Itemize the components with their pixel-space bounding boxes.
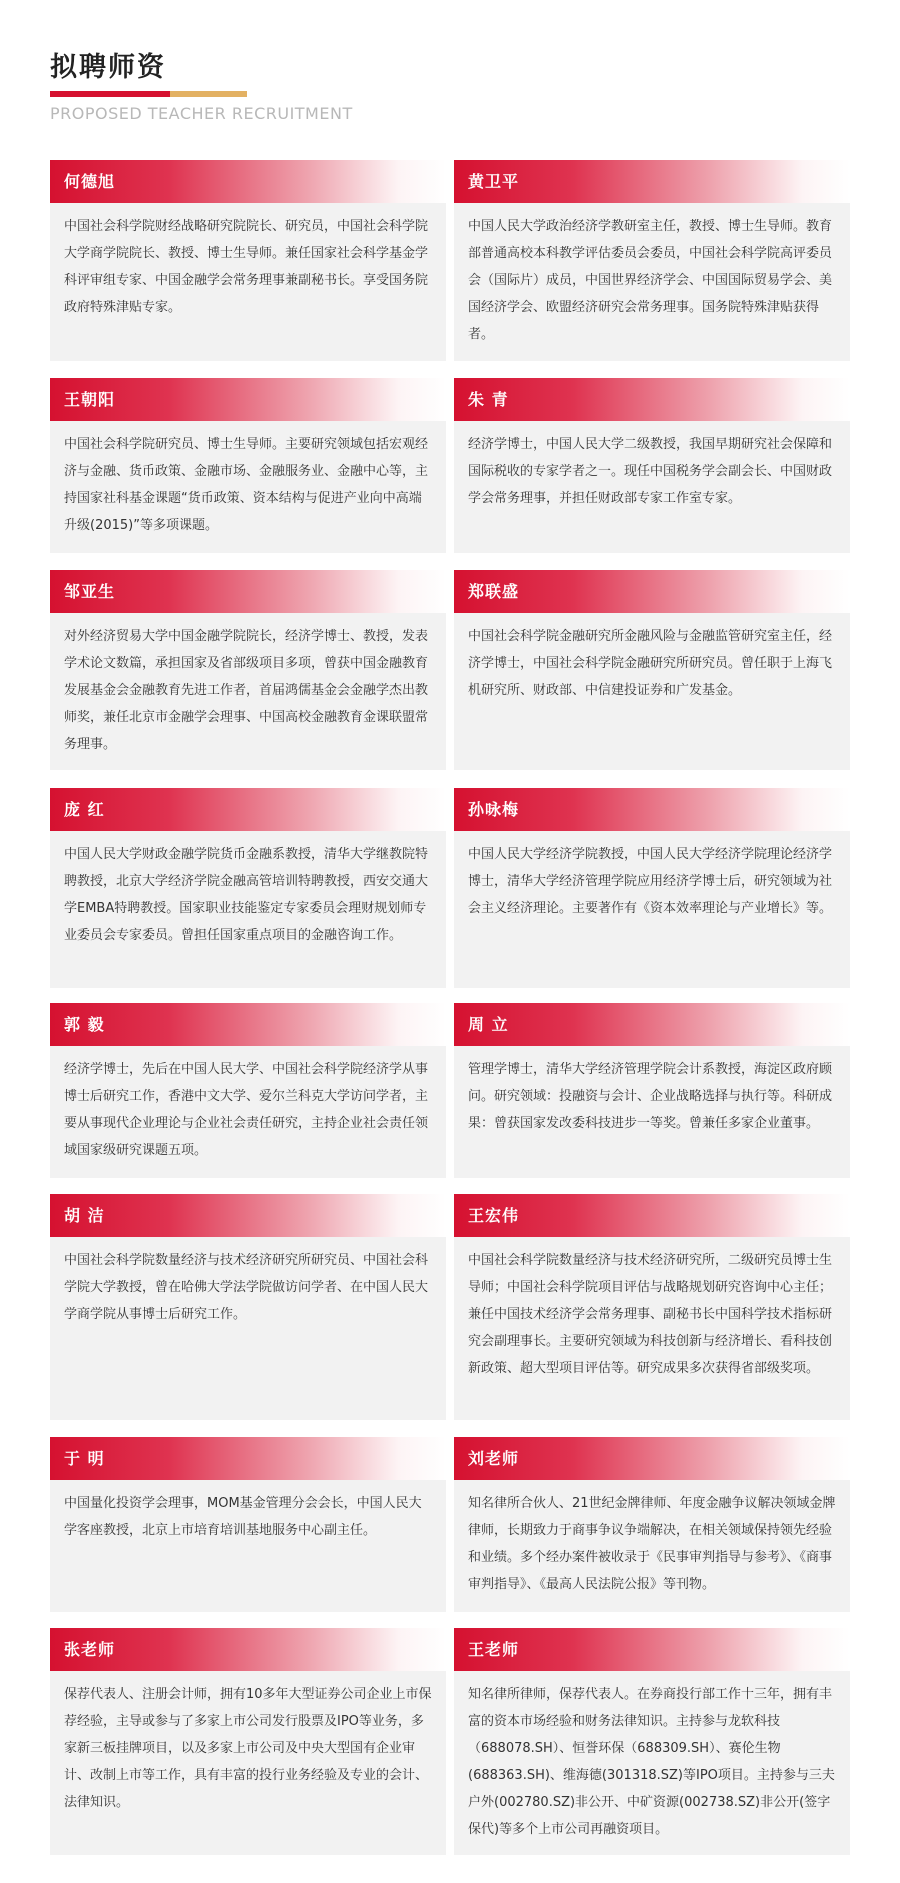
teacher-bio: 中国社会科学院财经战略研究院院长、研究员，中国社会科学院大学商学院院长、教授、博士生导师。兼任国家社会科学基金学科评审组专家、中国金融学会常务理事兼副秘书长。享受国务院政府特殊津贴专家。: [64, 219, 429, 315]
title-underline-gold: [170, 91, 247, 97]
teacher-bio: 中国人民大学政治经济学教研室主任，教授、博士生导师。教育部普通高校本科教学评估委员会委员，中国社会科学院高评委员会（国际片）成员，中国世界经济学会、中国国际贸易学会、美国经济学会、欧盟经济研究会常务理事。国务院特殊津贴获得者。: [468, 219, 833, 342]
teacher-card: [50, 1437, 446, 1612]
teacher-bio: 中国社会科学院金融研究所金融风险与金融监管研究室主任，经济学博士，中国社会科学院金融研究所研究员。曾任职于上海飞机研究所、财政部、中信建投证券和广发基金。: [468, 629, 833, 698]
teacher-bio: 经济学博士，先后在中国人民大学、中国社会科学院经济学从事博士后研究工作，香港中文大学、爱尔兰科克大学访问学者，主要从事现代企业理论与企业社会责任研究，主持企业社会责任领域国家级研究课题五项。: [64, 1062, 429, 1158]
teacher-card: [454, 1628, 850, 1855]
teacher-card: [454, 1437, 850, 1612]
teacher-name: 张老师: [50, 1628, 446, 1671]
teacher-card: [454, 378, 850, 553]
teacher-card: [50, 1628, 446, 1855]
teacher-name: 刘老师: [454, 1437, 850, 1480]
teacher-name: 庞 红: [50, 788, 446, 831]
teacher-bio: 知名律所律师，保荐代表人。在券商投行部工作十三年，拥有丰富的资本市场经验和财务法律知识。主持参与龙软科技（688078.SH）、恒誉环保（688309.SH）、赛伦生物(688363.SH)、维海德(301318.SZ)等IPO项目。主持参与三夫户外(002780.SZ)非公开、中矿资源(002738.SZ)非公开(签字保代)等多个上市公司再融资项目。: [468, 1687, 835, 1837]
page-title: 拟聘师资: [50, 52, 166, 83]
page-header: [50, 48, 850, 123]
teacher-name: 王老师: [454, 1628, 850, 1671]
teacher-card: [454, 570, 850, 770]
teacher-bio: 管理学博士，清华大学经济管理学院会计系教授，海淀区政府顾问。研究领域：投融资与会计、企业战略选择与执行等。科研成果：曾获国家发改委科技进步一等奖。曾兼任多家企业董事。: [468, 1062, 833, 1131]
teacher-card: [50, 1194, 446, 1420]
teacher-card: [454, 160, 850, 361]
teacher-name: 于 明: [50, 1437, 446, 1480]
title-underline: [50, 91, 247, 97]
teacher-name: 黄卫平: [454, 160, 850, 203]
teacher-card: [454, 788, 850, 988]
teacher-bio: 中国人民大学财政金融学院货币金融系教授，清华大学继教院特聘教授，北京大学经济学院金融高管培训特聘教授，西安交通大学EMBA特聘教授。国家职业技能鉴定专家委员会理财规划师专业委员会专家委员。曾担任国家重点项目的金融咨询工作。: [64, 847, 429, 943]
teacher-card: [50, 788, 446, 988]
teacher-card: [50, 378, 446, 553]
teacher-card: [50, 160, 446, 361]
teacher-name: 周 立: [454, 1003, 850, 1046]
teacher-bio: 保荐代表人、注册会计师，拥有10多年大型证券公司企业上市保荐经验，主导或参与了多家上市公司发行股票及IPO等业务，多家新三板挂牌项目，以及多家上市公司及中央大型国有企业审计、改制上市等工作，具有丰富的投行业务经验及专业的会计、法律知识。: [64, 1687, 432, 1810]
teacher-card: [454, 1003, 850, 1178]
teacher-bio: 中国量化投资学会理事，MOM基金管理分会会长，中国人民大学客座教授，北京上市培育培训基地服务中心副主任。: [64, 1496, 422, 1538]
teacher-name: 郑联盛: [454, 570, 850, 613]
teacher-bio: 知名律所合伙人、21世纪金牌律师、年度金融争议解决领域金牌律师，长期致力于商事争议争端解决，在相关领域保持领先经验和业绩。多个经办案件被收录于《民事审判指导与参考》、《商事审判指导》、《最高人民法院公报》等刊物。: [468, 1496, 836, 1592]
teacher-name: 邹亚生: [50, 570, 446, 613]
teacher-name: 何德旭: [50, 160, 446, 203]
teacher-bio: 中国社会科学院数量经济与技术经济研究所，二级研究员博士生导师；中国社会科学院项目评估与战略规划研究咨询中心主任；兼任中国技术经济学会常务理事、副秘书长中国科学技术指标研究会副理事长。主要研究领域为科技创新与经济增长、看科技创新政策、超大型项目评估等。研究成果多次获得省部级奖项。: [468, 1253, 833, 1376]
teacher-name: 孙咏梅: [454, 788, 850, 831]
teacher-name: 朱 青: [454, 378, 850, 421]
teacher-bio: 经济学博士，中国人民大学二级教授，我国早期研究社会保障和国际税收的专家学者之一。现任中国税务学会副会长、中国财政学会常务理事，并担任财政部专家工作室专家。: [468, 437, 833, 506]
teacher-name: 郭 毅: [50, 1003, 446, 1046]
teacher-name: 王宏伟: [454, 1194, 850, 1237]
teacher-bio: 中国社会科学院数量经济与技术经济研究所研究员、中国社会科学院大学教授，曾在哈佛大学法学院做访问学者、在中国人民大学商学院从事博士后研究工作。: [64, 1253, 429, 1322]
teacher-bio: 中国人民大学经济学院教授，中国人民大学经济学院理论经济学博士，清华大学经济管理学院应用经济学博士后，研究领域为社会主义经济理论。主要著作有《资本效率理论与产业增长》等。: [468, 847, 833, 916]
teacher-card: [50, 1003, 446, 1178]
teacher-name: 王朝阳: [50, 378, 446, 421]
teacher-name: 胡 洁: [50, 1194, 446, 1237]
teacher-card: [50, 570, 446, 770]
teacher-bio: 对外经济贸易大学中国金融学院院长，经济学博士、教授，发表学术论文数篇，承担国家及省部级项目多项，曾获中国金融教育发展基金会金融教育先进工作者，首届鸿儒基金会金融学杰出教师奖，兼任北京市金融学会理事、中国高校金融教育金课联盟常务理事。: [64, 629, 429, 752]
teacher-card: [454, 1194, 850, 1420]
title-underline-red: [50, 91, 170, 97]
page-subtitle: PROPOSED TEACHER RECRUITMENT: [50, 104, 353, 123]
teacher-bio: 中国社会科学院研究员、博士生导师。主要研究领域包括宏观经济与金融、货币政策、金融市场、金融服务业、金融中心等，主持国家社科基金课题“货币政策、资本结构与促进产业向中高端升级(2015)”等多项课题。: [64, 437, 429, 533]
